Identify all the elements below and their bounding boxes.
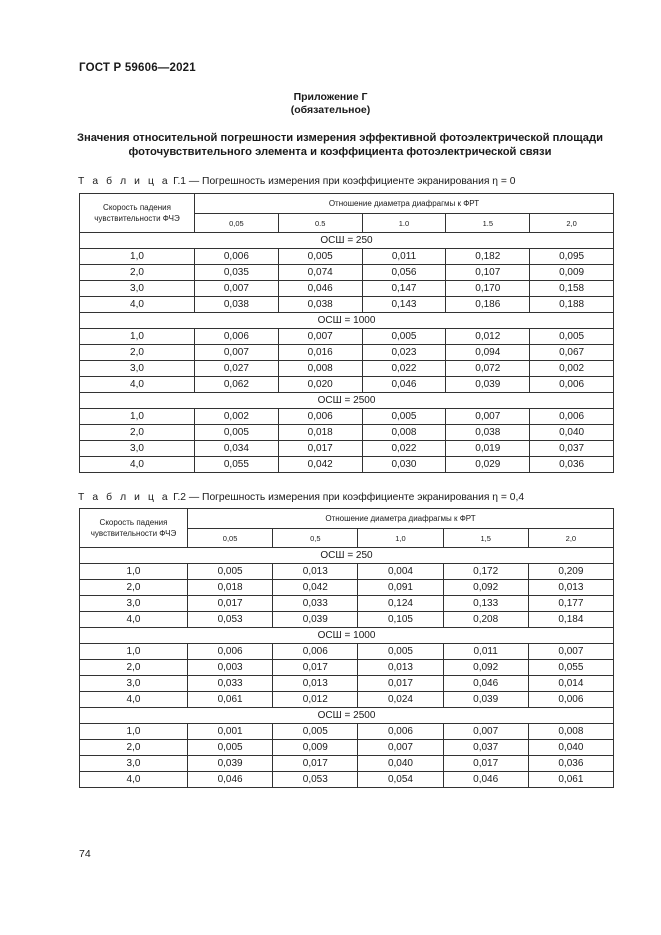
table-cell: 0,092 [443, 660, 528, 676]
table-cell: 0,094 [446, 345, 530, 361]
table-row [80, 297, 614, 313]
table-cell: 0,008 [278, 361, 362, 377]
table-cell: 0,012 [273, 692, 358, 708]
table2-sub-header: 1,0 [358, 529, 443, 548]
table1-caption-text: Г.1 — Погрешность измерения при коэффициенте экранирования η = 0 [170, 176, 516, 187]
table-cell: 0,002 [195, 409, 279, 425]
table-cell: 0,107 [446, 265, 530, 281]
table1-sub-header: 0,05 [195, 214, 279, 233]
table1-sub-header: 1.0 [362, 214, 446, 233]
table-cell: 0,038 [195, 297, 279, 313]
table-row [80, 425, 614, 441]
row-header-cell: 3,0 [80, 441, 195, 457]
table-cell: 0,017 [273, 756, 358, 772]
row-header-cell: 1,0 [80, 564, 188, 580]
table-cell: 0,024 [358, 692, 443, 708]
table1-sub-header: 2,0 [530, 214, 614, 233]
table-row [80, 249, 614, 265]
table-cell: 0,147 [362, 281, 446, 297]
table2-caption-prefix: Т а б л и ц а [78, 492, 171, 503]
table-cell: 0,040 [358, 756, 443, 772]
table-row [80, 329, 614, 345]
table-row [80, 564, 614, 580]
table-cell: 0,005 [362, 329, 446, 345]
row-header-cell: 1,0 [80, 409, 195, 425]
table-cell: 0,017 [278, 441, 362, 457]
table1-caption [78, 176, 515, 187]
table-cell: 0,036 [528, 756, 613, 772]
row-header-cell: 2,0 [80, 580, 188, 596]
table-cell: 0,034 [195, 441, 279, 457]
table-cell: 0,184 [528, 612, 613, 628]
row-header-cell: 1,0 [80, 329, 195, 345]
table-cell: 0,046 [443, 676, 528, 692]
table-cell: 0,039 [446, 377, 530, 393]
table-cell: 0,039 [273, 612, 358, 628]
table-cell: 0,037 [530, 441, 614, 457]
table2-sub-header: 0,05 [188, 529, 273, 548]
table-row [80, 660, 614, 676]
table-row [80, 596, 614, 612]
table-cell: 0,040 [528, 740, 613, 756]
table-cell: 0,006 [528, 692, 613, 708]
table-cell: 0,143 [362, 297, 446, 313]
table2-section-label: ОСШ = 2500 [80, 708, 614, 724]
table-cell: 0,027 [195, 361, 279, 377]
table-row [80, 612, 614, 628]
row-header-cell: 2,0 [80, 740, 188, 756]
table-cell: 0,006 [195, 249, 279, 265]
row-header-cell: 3,0 [80, 596, 188, 612]
row-header-cell: 3,0 [80, 281, 195, 297]
table-cell: 0,003 [188, 660, 273, 676]
table1-section-row [80, 233, 614, 249]
table-cell: 0,046 [362, 377, 446, 393]
table-cell: 0,074 [278, 265, 362, 281]
table-cell: 0,056 [362, 265, 446, 281]
appendix-status: (обязательное) [290, 104, 371, 116]
row-header-cell: 4,0 [80, 297, 195, 313]
table-cell: 0,036 [530, 457, 614, 473]
table-cell: 0,012 [446, 329, 530, 345]
table-cell: 0,017 [188, 596, 273, 612]
page-number: 74 [79, 848, 91, 860]
table-cell: 0,042 [278, 457, 362, 473]
table-cell: 0,006 [273, 644, 358, 660]
table-cell: 0,007 [195, 345, 279, 361]
table-row [80, 580, 614, 596]
table-cell: 0,061 [528, 772, 613, 788]
table2-caption [78, 492, 524, 503]
table2-caption-text: Г.2 — Погрешность измерения при коэффициенте экранирования η = 0,4 [170, 492, 525, 503]
table-cell: 0,046 [443, 772, 528, 788]
row-header-cell: 1,0 [80, 724, 188, 740]
table-cell: 0,029 [446, 457, 530, 473]
table-cell: 0,170 [446, 281, 530, 297]
table-cell: 0,038 [278, 297, 362, 313]
table-cell: 0,072 [446, 361, 530, 377]
table-cell: 0,011 [443, 644, 528, 660]
table-cell: 0,013 [528, 580, 613, 596]
table-row [80, 756, 614, 772]
table-cell: 0,005 [195, 425, 279, 441]
table1-section-label: ОСШ = 2500 [80, 393, 614, 409]
table-cell: 0,017 [443, 756, 528, 772]
standard-code: ГОСТ Р 59606—2021 [79, 62, 196, 74]
table-cell: 0,006 [530, 409, 614, 425]
table-cell: 0,133 [443, 596, 528, 612]
table-cell: 0,020 [278, 377, 362, 393]
table-cell: 0,013 [273, 676, 358, 692]
table-row [80, 724, 614, 740]
table2-sub-header: 1,5 [443, 529, 528, 548]
table-cell: 0,186 [446, 297, 530, 313]
row-header-cell: 4,0 [80, 612, 188, 628]
table-row [80, 361, 614, 377]
table-cell: 0,033 [273, 596, 358, 612]
row-header-cell: 4,0 [80, 457, 195, 473]
table-cell: 0,172 [443, 564, 528, 580]
table-cell: 0,067 [530, 345, 614, 361]
table-cell: 0,008 [362, 425, 446, 441]
table-cell: 0,039 [188, 756, 273, 772]
table-cell: 0,033 [188, 676, 273, 692]
table-cell: 0,177 [528, 596, 613, 612]
row-header-cell: 1,0 [80, 249, 195, 265]
table2-section-row [80, 628, 614, 644]
table1-group-header: Отношение диаметра диафрагмы к ФРТ [195, 194, 614, 214]
table-cell: 0,092 [443, 580, 528, 596]
row-header-cell: 2,0 [80, 265, 195, 281]
table2-section-row [80, 548, 614, 564]
table1 [79, 193, 614, 473]
table1-sub-header: 0.5 [278, 214, 362, 233]
row-header-cell: 3,0 [80, 676, 188, 692]
table1-caption-prefix: Т а б л и ц а [78, 176, 171, 187]
table-cell: 0,022 [362, 441, 446, 457]
row-header-cell: 3,0 [80, 361, 195, 377]
table2-col0-header: Скорость падения чувствительности ФЧЭ [80, 509, 188, 548]
table-cell: 0,009 [530, 265, 614, 281]
table-cell: 0,005 [273, 724, 358, 740]
table-cell: 0,018 [278, 425, 362, 441]
table-cell: 0,019 [446, 441, 530, 457]
table-cell: 0,008 [528, 724, 613, 740]
table-cell: 0,095 [530, 249, 614, 265]
table-cell: 0,006 [188, 644, 273, 660]
table-row [80, 457, 614, 473]
table-cell: 0,013 [273, 564, 358, 580]
table-cell: 0,001 [188, 724, 273, 740]
table1-section-row [80, 393, 614, 409]
table-cell: 0,006 [195, 329, 279, 345]
table-cell: 0,046 [278, 281, 362, 297]
table-cell: 0,005 [278, 249, 362, 265]
table-row [80, 377, 614, 393]
table-cell: 0,017 [273, 660, 358, 676]
table2-section-label: ОСШ = 1000 [80, 628, 614, 644]
row-header-cell: 4,0 [80, 772, 188, 788]
table2 [79, 508, 614, 788]
table-cell: 0,158 [530, 281, 614, 297]
table-cell: 0,055 [195, 457, 279, 473]
table-row [80, 772, 614, 788]
table-cell: 0,013 [358, 660, 443, 676]
table-cell: 0,053 [188, 612, 273, 628]
table1-section-label: ОСШ = 250 [80, 233, 614, 249]
table-row [80, 265, 614, 281]
table-cell: 0,035 [195, 265, 279, 281]
appendix-heading: Значения относительной погрешности измерения эффективной фотоэлектрической площади фоточувствительного элемента и коэффициента фотоэлектрической связи [77, 132, 603, 158]
table-cell: 0,007 [446, 409, 530, 425]
table-cell: 0,005 [362, 409, 446, 425]
table-cell: 0,002 [530, 361, 614, 377]
table-cell: 0,006 [358, 724, 443, 740]
table1-col0-header: Скорость падения чувствительности ФЧЭ [80, 194, 195, 233]
table-cell: 0,017 [358, 676, 443, 692]
table-cell: 0,091 [358, 580, 443, 596]
table-cell: 0,004 [358, 564, 443, 580]
table-cell: 0,209 [528, 564, 613, 580]
table-cell: 0,040 [530, 425, 614, 441]
table2-sub-header: 2,0 [528, 529, 613, 548]
row-header-cell: 3,0 [80, 756, 188, 772]
table-cell: 0,030 [362, 457, 446, 473]
table-row [80, 644, 614, 660]
table-cell: 0,037 [443, 740, 528, 756]
table-cell: 0,053 [273, 772, 358, 788]
table2-section-label: ОСШ = 250 [80, 548, 614, 564]
table-cell: 0,007 [358, 740, 443, 756]
row-header-cell: 2,0 [80, 425, 195, 441]
table-cell: 0,007 [278, 329, 362, 345]
table2-section-row [80, 708, 614, 724]
table-cell: 0,039 [443, 692, 528, 708]
table-cell: 0,208 [443, 612, 528, 628]
table-cell: 0,038 [446, 425, 530, 441]
table-row [80, 740, 614, 756]
table-cell: 0,046 [188, 772, 273, 788]
table-cell: 0,054 [358, 772, 443, 788]
table1-sub-header: 1.5 [446, 214, 530, 233]
table1-section-row [80, 313, 614, 329]
table-cell: 0,005 [530, 329, 614, 345]
table-cell: 0,007 [528, 644, 613, 660]
row-header-cell: 1,0 [80, 644, 188, 660]
table-row [80, 409, 614, 425]
row-header-cell: 4,0 [80, 692, 188, 708]
table-cell: 0,011 [362, 249, 446, 265]
table-cell: 0,009 [273, 740, 358, 756]
table2-group-header: Отношение диаметра диафрагмы к ФРТ [188, 509, 614, 529]
table2-sub-header: 0,5 [273, 529, 358, 548]
appendix-title: Приложение Г [293, 91, 368, 103]
table-cell: 0,005 [188, 564, 273, 580]
table-row [80, 281, 614, 297]
table-cell: 0,014 [528, 676, 613, 692]
table-cell: 0,007 [195, 281, 279, 297]
table-cell: 0,018 [188, 580, 273, 596]
table1-section-label: ОСШ = 1000 [80, 313, 614, 329]
table-cell: 0,005 [358, 644, 443, 660]
table-row [80, 676, 614, 692]
table-cell: 0,182 [446, 249, 530, 265]
table-cell: 0,016 [278, 345, 362, 361]
table-cell: 0,023 [362, 345, 446, 361]
table-cell: 0,124 [358, 596, 443, 612]
table-cell: 0,006 [530, 377, 614, 393]
table-row [80, 441, 614, 457]
table-cell: 0,006 [278, 409, 362, 425]
table-cell: 0,188 [530, 297, 614, 313]
table-cell: 0,005 [188, 740, 273, 756]
row-header-cell: 4,0 [80, 377, 195, 393]
table-cell: 0,062 [195, 377, 279, 393]
table-cell: 0,042 [273, 580, 358, 596]
row-header-cell: 2,0 [80, 660, 188, 676]
row-header-cell: 2,0 [80, 345, 195, 361]
table-cell: 0,007 [443, 724, 528, 740]
table-cell: 0,055 [528, 660, 613, 676]
table-cell: 0,022 [362, 361, 446, 377]
table-cell: 0,061 [188, 692, 273, 708]
table-row [80, 692, 614, 708]
table-cell: 0,105 [358, 612, 443, 628]
table-row [80, 345, 614, 361]
